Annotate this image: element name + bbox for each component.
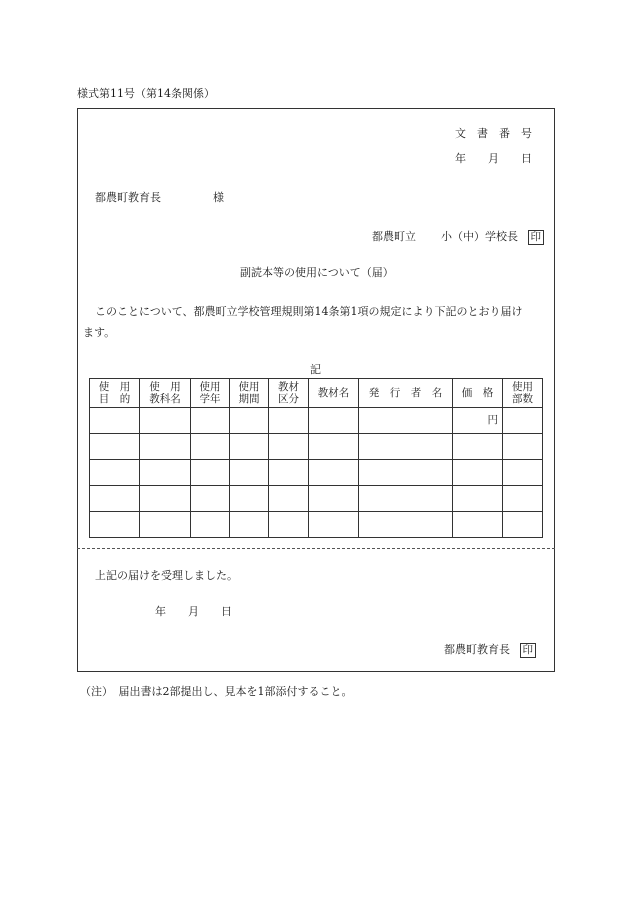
usage-table-cell[interactable]: [503, 486, 543, 512]
usage-table-cell[interactable]: [309, 460, 359, 486]
usage-table-cell[interactable]: [453, 460, 503, 486]
usage-table-cell[interactable]: [140, 408, 191, 434]
applicant-seal: 印: [528, 230, 545, 245]
header-price: 価 格: [453, 379, 503, 408]
usage-table-cell[interactable]: [230, 434, 269, 460]
usage-table-cell[interactable]: [309, 434, 359, 460]
usage-table-cell[interactable]: [359, 460, 453, 486]
header-period: 使用 期間: [230, 379, 269, 408]
usage-table-cell[interactable]: [90, 512, 140, 538]
usage-table-cell[interactable]: [309, 486, 359, 512]
usage-table-cell[interactable]: [309, 512, 359, 538]
ki-heading: 記: [310, 363, 321, 376]
receipt-signer: 都農町教育長: [444, 643, 510, 656]
header-date-label: 年 月 日: [455, 152, 532, 165]
usage-table-row: [90, 408, 543, 434]
header-material-name: 教材名: [309, 379, 359, 408]
usage-table-cell[interactable]: [140, 460, 191, 486]
footnote: （注） 届出書は2部提出し、見本を1部添付すること。: [80, 685, 353, 698]
header-copies: 使用 部数: [503, 379, 543, 408]
body-text-line-2: ます。: [83, 326, 116, 339]
usage-table-header-row: [90, 379, 543, 408]
usage-table-cell[interactable]: [503, 434, 543, 460]
header-grade: 使用 学年: [191, 379, 230, 408]
usage-table-cell[interactable]: [90, 434, 140, 460]
addressee-honorific: 様: [213, 191, 224, 204]
usage-table-cell[interactable]: [453, 434, 503, 460]
document-title: 副読本等の使用について（届）: [240, 266, 394, 279]
applicant-school-prefix: 都農町立: [372, 230, 416, 243]
addressee-name: 都農町教育長: [95, 191, 161, 204]
usage-table-cell[interactable]: [90, 408, 140, 434]
usage-table-cell[interactable]: [503, 408, 543, 434]
usage-table-row: [90, 434, 543, 460]
usage-table: [89, 378, 543, 538]
receipt-date-label: 年 月 日: [155, 605, 232, 618]
header-subject-name: 使 用 教科名: [140, 379, 191, 408]
receipt-text: 上記の届けを受理しました。: [95, 569, 238, 582]
usage-table-cell[interactable]: [191, 408, 230, 434]
usage-table-cell[interactable]: [453, 512, 503, 538]
usage-table-cell[interactable]: [309, 408, 359, 434]
usage-table-cell[interactable]: [191, 512, 230, 538]
usage-table-cell[interactable]: [140, 486, 191, 512]
form-number: 様式第11号（第14条関係）: [77, 87, 215, 100]
usage-table-cell[interactable]: 円: [453, 408, 503, 434]
receipt-seal: 印: [520, 643, 537, 658]
usage-table-cell[interactable]: [191, 434, 230, 460]
usage-table-cell[interactable]: [453, 486, 503, 512]
usage-table-cell[interactable]: [230, 486, 269, 512]
usage-table-cell[interactable]: [191, 460, 230, 486]
usage-table-row: [90, 460, 543, 486]
usage-table-cell[interactable]: [359, 408, 453, 434]
usage-table-cell[interactable]: [191, 486, 230, 512]
usage-table-row: [90, 512, 543, 538]
usage-table-cell[interactable]: [230, 460, 269, 486]
usage-table-cell[interactable]: [503, 460, 543, 486]
usage-table-cell[interactable]: [269, 512, 309, 538]
usage-table-cell[interactable]: [230, 408, 269, 434]
header-usage-purpose: 使 用 目 的: [90, 379, 140, 408]
usage-table-cell[interactable]: [140, 434, 191, 460]
usage-table-cell[interactable]: [359, 434, 453, 460]
usage-table-cell[interactable]: [503, 512, 543, 538]
usage-table-cell[interactable]: [90, 460, 140, 486]
receipt-divider: [77, 548, 555, 549]
applicant-school-name: 小（中）学校長: [441, 230, 518, 243]
usage-table-cell[interactable]: [90, 486, 140, 512]
usage-table-row: [90, 486, 543, 512]
applicant-line: [372, 230, 544, 245]
usage-table-cell[interactable]: [269, 434, 309, 460]
receipt-signer-line: [444, 643, 536, 658]
header-publisher-name: 発 行 者 名: [359, 379, 453, 408]
usage-table-cell[interactable]: [359, 512, 453, 538]
usage-table-cell[interactable]: [359, 486, 453, 512]
usage-table-cell[interactable]: [269, 460, 309, 486]
usage-table-cell[interactable]: [269, 486, 309, 512]
body-text-line-1: このことについて、都農町立学校管理規則第14条第1項の規定により下記のとおり届け: [95, 305, 523, 318]
header-material-category: 教材 区分: [269, 379, 309, 408]
usage-table-cell[interactable]: [140, 512, 191, 538]
usage-table-cell[interactable]: [269, 408, 309, 434]
document-number-label: 文 書 番 号: [455, 127, 532, 140]
usage-table-cell[interactable]: [230, 512, 269, 538]
